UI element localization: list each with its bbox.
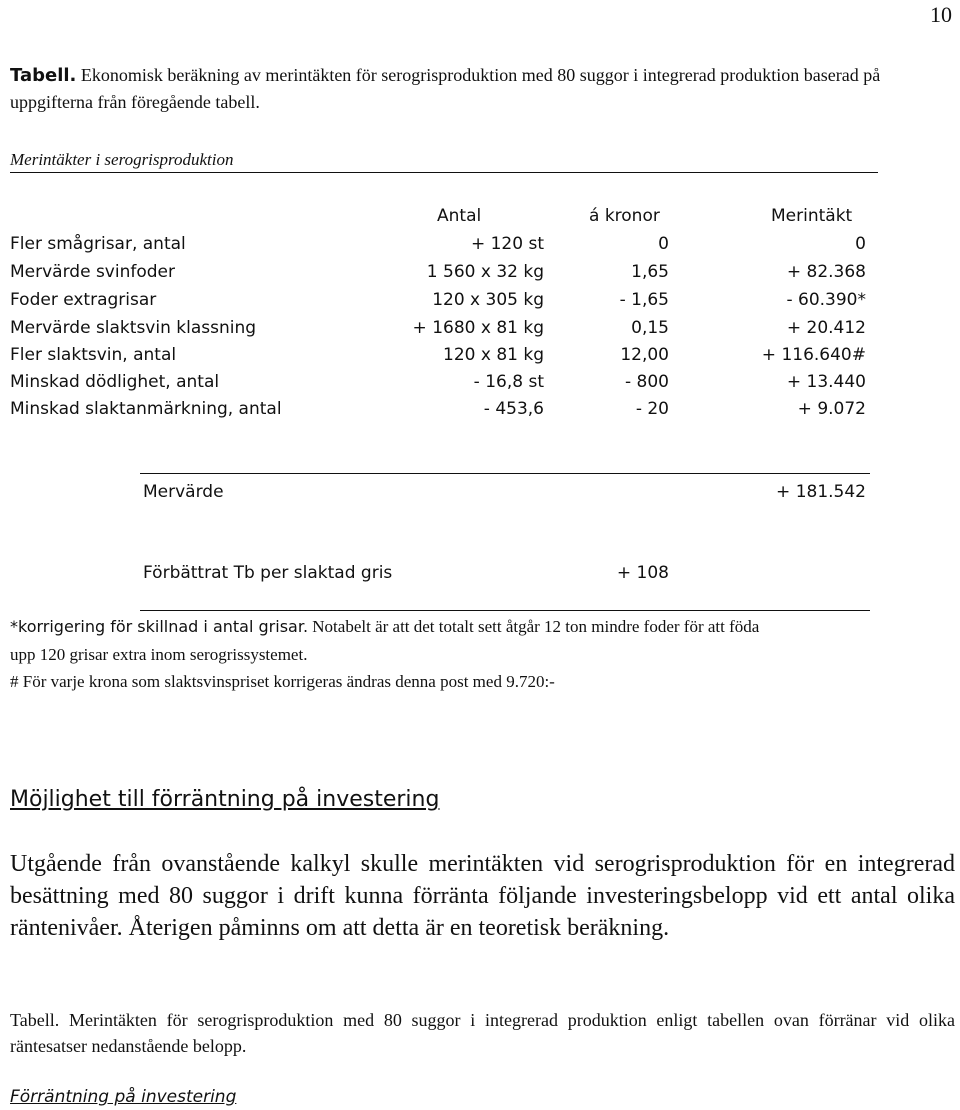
header-antal: Antal	[437, 206, 482, 226]
row-label: Fler smågrisar, antal	[10, 234, 186, 254]
section-heading: Möjlighet till förräntning på investering	[10, 787, 440, 812]
row-antal: 1 560 x 32 kg	[426, 262, 544, 282]
row-kronor: 0,15	[631, 318, 669, 338]
row-antal: - 453,6	[483, 399, 544, 419]
row-label: Mervärde svinfoder	[10, 262, 175, 282]
row-merintakt: + 13.440	[786, 372, 866, 392]
footnote-feed: Notabelt är att det totalt sett åtgår 12 ton mindre foder för att föda	[308, 617, 760, 636]
row-merintakt: + 82.368	[786, 262, 866, 282]
row-merintakt: 0	[855, 234, 866, 254]
notes-rule	[140, 610, 870, 611]
row-antal: 120 x 81 kg	[443, 345, 544, 365]
caption-text: Ekonomisk beräkning av merintäkten för serogrisproduktion med 80 suggor i integrerad produktion baserad på uppgifterna från föregående tabell.	[10, 65, 881, 112]
row-label: Minskad slaktanmärkning, antal	[10, 399, 282, 419]
second-caption-label: Tabell.	[10, 1010, 60, 1030]
per-pig-label: Förbättrat Tb per slaktad gris	[143, 563, 393, 583]
total-rule	[140, 473, 870, 474]
row-antal: + 1680 x 81 kg	[412, 318, 544, 338]
row-antal: + 120 st	[470, 234, 544, 254]
row-merintakt: - 60.390*	[786, 290, 866, 310]
header-merintakt: Merintäkt	[771, 206, 853, 226]
footnote-star: *korrigering för skillnad i antal grisar.	[10, 617, 309, 636]
footnote-correction	[10, 617, 759, 637]
row-antal: - 16,8 st	[473, 372, 544, 392]
header-kronor: á kronor	[589, 206, 660, 226]
page-number: 10	[930, 2, 952, 27]
row-label: Fler slaktsvin, antal	[10, 345, 177, 365]
table-caption	[10, 62, 952, 115]
row-kronor: 0	[658, 234, 669, 254]
row-label: Mervärde slaktsvin klassning	[10, 318, 257, 338]
title-rule	[10, 172, 878, 173]
row-antal: 120 x 305 kg	[432, 290, 544, 310]
section-paragraph: Utgående från ovanstående kalkyl skulle merintäkten vid serogrisproduktion för en integrerad besättning med 80 suggor i drift kunna förränta följande investeringsbelopp vid ett antal olika räntenivåer. Återigen påminns om att detta är en teoretisk beräkning.	[10, 851, 955, 941]
row-merintakt: + 9.072	[797, 399, 866, 419]
row-kronor: 1,65	[631, 262, 669, 282]
row-kronor: - 20	[635, 399, 669, 419]
row-kronor: - 800	[625, 372, 669, 392]
row-kronor: - 1,65	[619, 290, 669, 310]
caption-label: Tabell.	[10, 65, 77, 86]
table-title: Merintäkter i serogrisproduktion	[10, 150, 234, 169]
row-label: Minskad dödlighet, antal	[10, 372, 220, 392]
row-kronor: 12,00	[620, 345, 669, 365]
total-label: Mervärde	[143, 482, 224, 502]
row-merintakt: + 116.640#	[761, 345, 866, 365]
per-pig-value: + 108	[616, 563, 669, 583]
second-caption-text: Merintäkten för serogrisproduktion med 80 suggor i integrerad produktion enligt tabellen ovan förränar vid olika räntesatser nedanstående belopp.	[10, 1010, 955, 1056]
row-label: Foder extragrisar	[10, 290, 157, 310]
total-value: + 181.542	[776, 482, 866, 502]
investment-title: Förräntning på investering	[10, 1087, 237, 1107]
footnote-line2: upp 120 grisar extra inom serogrissystemet.	[10, 645, 308, 664]
row-merintakt: + 20.412	[786, 318, 866, 338]
footnote-hash: # För varje krona som slaktsvinspriset korrigeras ändras denna post med 9.720:-	[10, 672, 555, 691]
second-caption	[10, 1007, 955, 1059]
